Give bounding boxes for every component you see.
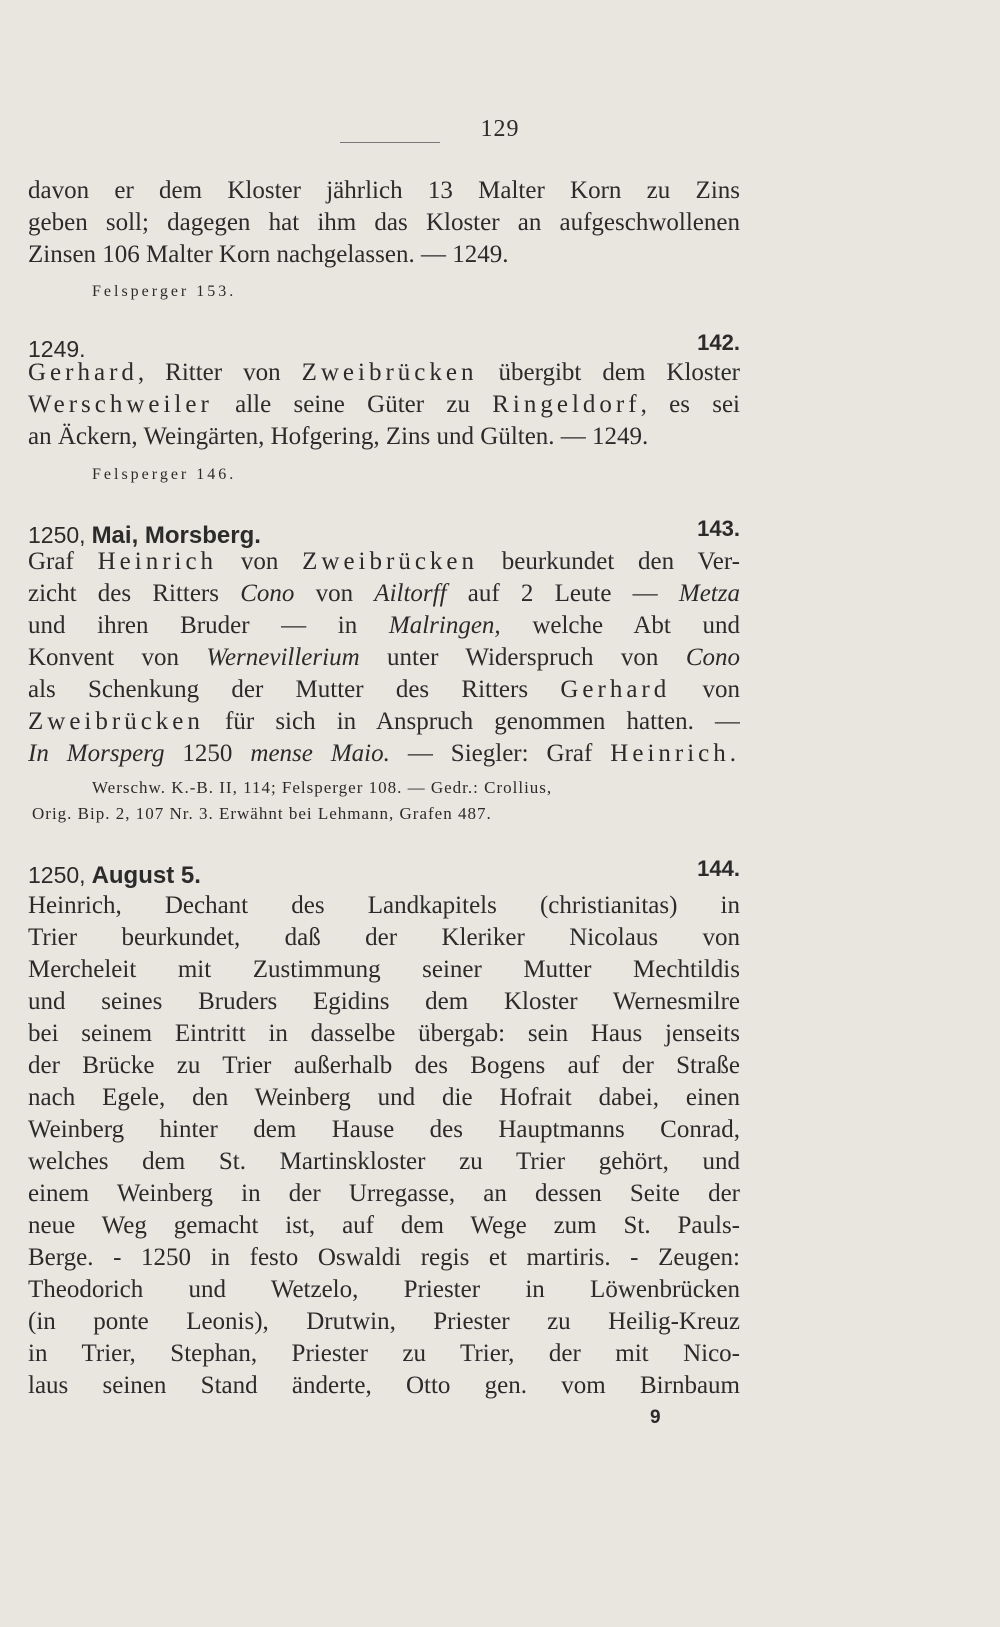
text-run: auf 2 Leute — xyxy=(446,580,679,607)
source-reference: Werschw. K.-B. II, 114; Felsperger 108. — Gedr.: Crollius, xyxy=(92,778,553,797)
text-run: übergibt dem Kloster xyxy=(477,359,740,386)
entry-number: 142. xyxy=(697,330,740,355)
text-line xyxy=(28,357,740,389)
entry-date: 1249. xyxy=(28,336,86,362)
italic-name: Metza xyxy=(678,580,740,607)
entry-number: 143. xyxy=(697,516,740,541)
text-run: 1250 xyxy=(164,740,251,767)
place-name: Ringeldorf xyxy=(492,391,641,418)
text-line: nach Egele, den Weinberg und die Hofrait dabei, einen xyxy=(28,1084,740,1111)
text-run: , Ritter von xyxy=(137,359,302,386)
text-line: neue Weg gemacht ist, auf dem Wege zum St. Pauls- xyxy=(28,1212,740,1239)
text-line xyxy=(28,389,740,421)
italic-name: Wernevillerium xyxy=(206,644,360,671)
entry-header xyxy=(28,856,740,890)
text-line: geben soll; dagegen hat ihm das Kloster an aufgeschwollenen xyxy=(28,209,740,236)
italic-name: Cono xyxy=(685,644,740,671)
text-line: Theodorich und Wetzelo, Priester in Löwenbrücken xyxy=(28,1276,740,1303)
text-line: Mercheleit mit Zustimmung seiner Mutter Mechtildis xyxy=(28,956,740,983)
text-line: Trier beurkundet, daß der Kleriker Nicolaus von xyxy=(28,924,740,951)
place-name: Werschweiler xyxy=(28,391,213,418)
text-line xyxy=(28,642,740,674)
person-name: Gerhard xyxy=(28,359,138,386)
italic-name: In Morsperg xyxy=(28,740,165,767)
text-line xyxy=(28,738,740,770)
text-line: Berge. - 1250 in festo Oswaldi regis et martiris. - Zeugen: xyxy=(28,1244,740,1271)
text-run: von xyxy=(217,548,303,575)
text-line: der Brücke zu Trier außerhalb des Bogens auf der Straße xyxy=(28,1052,740,1079)
text-run: Graf xyxy=(28,548,98,575)
place-name: Zweibrücken xyxy=(28,708,204,735)
page-number-rule xyxy=(340,142,440,143)
text-run: als Schenkung der Mutter des Ritters xyxy=(28,676,561,703)
italic-name: Cono xyxy=(240,580,295,607)
person-name: Gerhard xyxy=(560,676,671,703)
text-run: von xyxy=(294,580,375,607)
source-reference: Felsperger 153. xyxy=(92,283,237,300)
italic-name: Ailtorff xyxy=(374,580,447,607)
text-line: an Äckern, Weingärten, Hofgering, Zins und Gülten. — 1249. xyxy=(28,423,649,450)
text-run: und ihren Bruder — in xyxy=(28,612,389,639)
place-name: Zweibrücken xyxy=(302,548,479,575)
italic-name: mense Maio. xyxy=(250,740,390,767)
text-line: in Trier, Stephan, Priester zu Trier, der mit Nico- xyxy=(28,1340,740,1367)
text-line xyxy=(28,578,740,610)
text-run: alle seine Güter zu xyxy=(212,391,493,418)
text-line: Heinrich, Dechant des Landkapitels (christianitas) in xyxy=(28,892,740,919)
page-number: 129 xyxy=(480,116,520,142)
text-run: beurkundet den Ver- xyxy=(478,548,740,575)
text-line: bei seinem Eintritt in dasselbe übergab: sein Haus jenseits xyxy=(28,1020,740,1047)
text-line xyxy=(28,610,740,642)
source-reference: Felsperger 146. xyxy=(92,466,237,483)
text-run: von xyxy=(670,676,740,703)
person-name: Heinrich xyxy=(97,548,218,575)
entry-place: Mai, Morsberg. xyxy=(91,522,261,549)
text-line: (in ponte Leonis), Drutwin, Priester zu Heilig-Kreuz xyxy=(28,1308,740,1335)
text-line: davon er dem Kloster jährlich 13 Malter Korn zu Zins xyxy=(28,177,740,204)
text-run: — Siegler: Graf xyxy=(389,740,611,767)
text-line: welches dem St. Martinskloster zu Trier gehört, und xyxy=(28,1148,740,1175)
text-run: zicht des Ritters xyxy=(28,580,241,607)
italic-name: Malringen, xyxy=(388,612,501,639)
place-name: Zweibrücken xyxy=(301,359,478,386)
text-run: welche Abt und xyxy=(500,612,740,639)
text-line: Weinberg hinter dem Hause des Hauptmanns Conrad, xyxy=(28,1116,740,1143)
text-run: unter Widerspruch von xyxy=(359,644,686,671)
text-line: und seines Bruders Egidins dem Kloster Wernesmilre xyxy=(28,988,740,1015)
text-line: Zinsen 106 Malter Korn nachgelassen. — 1249. xyxy=(28,241,509,268)
text-line xyxy=(28,674,740,706)
text-line xyxy=(28,546,740,578)
source-reference: Orig. Bip. 2, 107 Nr. 3. Erwähnt bei Lehmann, Grafen 487. xyxy=(32,804,492,823)
text-line xyxy=(28,706,740,738)
entry-date: 1250, xyxy=(28,522,86,548)
text-line: laus seinen Stand änderte, Otto gen. vom Birnbaum xyxy=(28,1372,740,1399)
entry-number: 144. xyxy=(697,856,740,881)
signature-mark: 9 xyxy=(650,1407,661,1428)
person-name: Heinrich. xyxy=(610,740,740,767)
entry-place: August 5. xyxy=(91,862,201,889)
text-run: , es sei xyxy=(640,391,740,418)
text-line: einem Weinberg in der Urregasse, an dessen Seite der xyxy=(28,1180,740,1207)
text-run: Konvent von xyxy=(28,644,207,671)
text-run: für sich in Anspruch genommen hatten. — xyxy=(203,708,740,735)
entry-date: 1250, xyxy=(28,862,86,888)
